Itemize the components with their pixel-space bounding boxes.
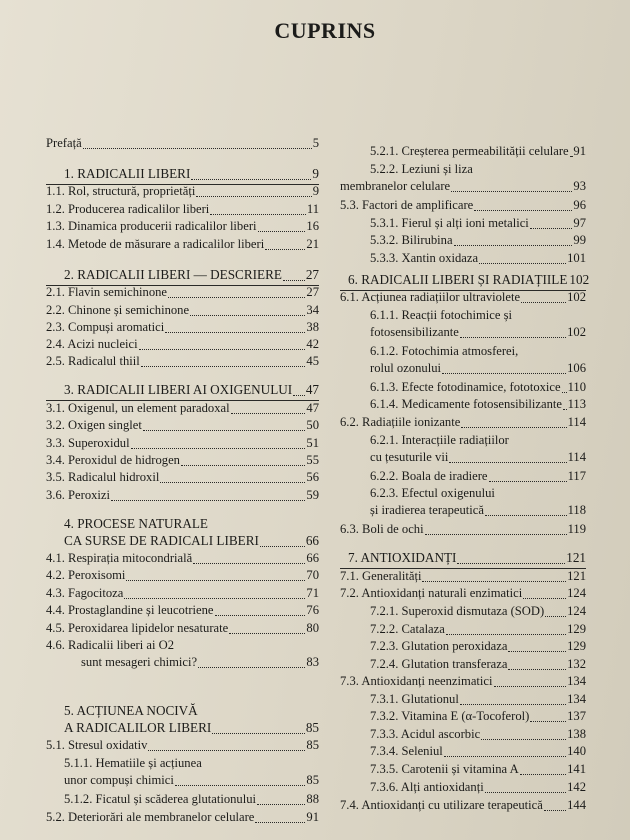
toc-dot-leader xyxy=(215,615,306,616)
toc-page-number: 124 xyxy=(567,604,586,618)
toc-entry xyxy=(340,742,586,760)
toc-entry-title: 3.1. Oxigenul, un element paradoxal xyxy=(46,401,230,415)
toc-page-number: 80 xyxy=(306,621,319,635)
toc-dot-leader xyxy=(451,191,572,192)
toc-chapter-heading xyxy=(46,165,319,183)
toc-entry xyxy=(340,395,586,413)
toc-entry-title: 7.2.2. Catalaza xyxy=(370,622,445,636)
toc-entry xyxy=(46,619,319,637)
toc-dot-leader xyxy=(562,392,567,393)
toc-entry-title: 7.4. Antioxidanți cu utilizare terapeutică xyxy=(340,798,543,812)
toc-page-number: 134 xyxy=(567,674,586,688)
toc-dot-leader xyxy=(141,366,306,367)
toc-dot-leader xyxy=(83,148,312,149)
toc-entry-title: 6.1. Acțiunea radiațiilor ultraviolete xyxy=(340,290,521,304)
toc-dot-leader xyxy=(111,500,305,501)
toc-entry-title: 1.2. Producerea radicalilor liberi xyxy=(46,202,210,216)
toc-dot-leader xyxy=(521,302,566,303)
toc-chapter-heading xyxy=(340,549,586,567)
toc-entry xyxy=(46,182,319,200)
toc-entry-title: membranelor celulare xyxy=(340,179,451,193)
toc-page-number: 66 xyxy=(306,551,319,565)
toc-page-number: 119 xyxy=(567,522,586,536)
toc-entry-title: 7. ANTIOXIDANȚI xyxy=(348,550,457,565)
toc-entry-line: 6.2.3. Efectul oxigenului xyxy=(370,486,495,500)
toc-entry-title: 3.5. Radicalul hidroxil xyxy=(46,470,160,484)
toc-chapter-heading xyxy=(46,719,319,737)
toc-entry xyxy=(340,142,586,160)
toc-entry-title: 2.2. Chinone și semichinone xyxy=(46,303,190,317)
toc-entry-title: unor compuși chimici xyxy=(64,773,174,787)
toc-entry-title: 6.2.2. Boala de iradiere xyxy=(370,469,488,483)
toc-page-number: 106 xyxy=(567,361,586,375)
toc-page-number: 110 xyxy=(567,380,586,394)
toc-dot-leader xyxy=(454,245,573,246)
toc-page-number: 142 xyxy=(567,780,586,794)
toc-dot-leader xyxy=(425,534,567,535)
toc-entry-title: 1.4. Metode de măsurare a radicalilor liberi xyxy=(46,237,265,251)
toc-page-number: 66 xyxy=(305,533,319,548)
toc-entry xyxy=(340,323,586,341)
toc-dot-leader xyxy=(210,214,306,215)
toc-dot-leader xyxy=(444,756,566,757)
toc-page-number: 56 xyxy=(306,470,319,484)
toc-chapter-heading xyxy=(340,271,590,289)
toc-page-number: 71 xyxy=(306,586,319,600)
toc-dot-leader xyxy=(148,750,305,751)
toc-entry-title: rolul ozonului xyxy=(370,361,442,375)
toc-dot-leader xyxy=(168,297,305,298)
toc-dot-leader xyxy=(124,598,305,599)
toc-page-number: 121 xyxy=(567,569,586,583)
toc-dot-leader xyxy=(530,721,566,722)
toc-dot-leader xyxy=(489,481,567,482)
toc-dot-leader xyxy=(258,231,306,232)
toc-dot-leader xyxy=(283,280,305,281)
toc-entry xyxy=(340,690,586,708)
toc-page-number: 138 xyxy=(567,727,586,741)
toc-entry-title: 5.3.1. Fierul și alți ioni metalici xyxy=(370,216,529,230)
toc-dot-leader xyxy=(175,785,306,786)
toc-entry-title: 5.2. Deteriorări ale membranelor celulare xyxy=(46,810,255,824)
toc-dot-leader xyxy=(257,804,305,805)
toc-entry-title: 5.3.2. Bilirubina xyxy=(370,233,453,247)
toc-entry xyxy=(340,778,586,796)
toc-entry xyxy=(340,448,586,466)
toc-entry xyxy=(46,584,319,602)
toc-dot-leader xyxy=(190,315,305,316)
toc-entry-title: 2.4. Acizi nucleici xyxy=(46,337,138,351)
toc-dot-leader xyxy=(442,373,566,374)
toc-entry-line: 4.6. Radicalii liberi ai O2 xyxy=(46,638,175,652)
toc-entry-title: A RADICALILOR LIBERI xyxy=(64,720,212,735)
toc-entry xyxy=(340,231,586,249)
toc-page-number: 47 xyxy=(306,401,319,415)
toc-dot-leader xyxy=(193,563,305,564)
toc-entry-title: 1.3. Dinamica producerii radicalilor liberi xyxy=(46,219,257,233)
toc-entry xyxy=(46,200,319,218)
toc-entry-line: 4. PROCESE NATURALE xyxy=(64,516,208,531)
toc-dot-leader xyxy=(461,427,566,428)
toc-dot-leader xyxy=(457,563,565,564)
toc-entry xyxy=(340,467,586,485)
toc-dot-leader xyxy=(449,462,566,463)
toc-entry xyxy=(340,501,586,519)
toc-dot-leader xyxy=(196,196,311,197)
toc-entry xyxy=(46,601,319,619)
toc-dot-leader xyxy=(523,598,566,599)
toc-entry-title: 4.1. Respirația mitocondrială xyxy=(46,551,193,565)
toc-page-number: 27 xyxy=(305,267,319,282)
toc-entry-title: 7.3.3. Acidul ascorbic xyxy=(370,727,481,741)
toc-page-number: 85 xyxy=(305,720,319,735)
toc-page-number: 11 xyxy=(306,202,319,216)
toc-entry-title: 1.1. Rol, structură, proprietăți xyxy=(46,184,196,198)
toc-entry-title: 5.3.3. Xantin oxidaza xyxy=(370,251,479,265)
toc-entry xyxy=(340,760,586,778)
toc-entry-title: 7.3.4. Seleniul xyxy=(370,744,443,758)
toc-page-number: 51 xyxy=(306,436,319,450)
toc-entry xyxy=(46,808,319,826)
toc-dot-leader xyxy=(485,515,567,516)
toc-page-number: 38 xyxy=(306,320,319,334)
toc-entry-title: 6.1.3. Efecte fotodinamice, fototoxice xyxy=(370,380,561,394)
toc-entry-title: 7.2.3. Glutation peroxidaza xyxy=(370,639,508,653)
toc-entry xyxy=(46,352,319,370)
toc-page-number: 55 xyxy=(306,453,319,467)
toc-page-number: 118 xyxy=(567,503,586,517)
toc-entry xyxy=(340,725,586,743)
toc-page-number: 9 xyxy=(312,166,319,181)
toc-dot-leader xyxy=(181,465,305,466)
toc-dot-leader xyxy=(479,263,566,264)
toc-page-number: 113 xyxy=(567,397,586,411)
toc-dot-leader xyxy=(143,430,306,431)
toc-entry-line: 6.2.1. Interacțiile radiațiilor xyxy=(370,433,509,447)
toc-entry xyxy=(340,796,586,814)
toc-entry xyxy=(340,196,586,214)
toc-entry-line: 6.1.1. Reacții fotochimice și xyxy=(370,308,512,322)
toc-entry xyxy=(340,620,586,638)
toc-entry-title: 7.3.6. Alți antioxidanți xyxy=(370,780,484,794)
toc-entry xyxy=(340,413,586,431)
toc-dot-leader xyxy=(563,409,567,410)
toc-entry-title: 6. RADICALII LIBERI ȘI RADIAȚIILE xyxy=(348,272,568,287)
toc-entry-title: 7.3.5. Carotenii și vitamina A xyxy=(370,762,519,776)
toc-entry xyxy=(340,602,586,620)
toc-chapter-heading xyxy=(46,266,319,284)
toc-entry-title: 7.3. Antioxidanți neenzimatici xyxy=(340,674,493,688)
toc-entry xyxy=(340,378,586,396)
toc-entry-title: 5.1.2. Ficatul și scăderea glutationului xyxy=(64,792,257,806)
toc-dot-leader xyxy=(544,810,566,811)
toc-dot-leader xyxy=(191,179,311,180)
toc-entry-title: 2.5. Radicalul thiil xyxy=(46,354,140,368)
toc-dot-leader xyxy=(494,686,567,687)
toc-page-number: 76 xyxy=(306,603,319,617)
toc-page-number: 42 xyxy=(306,337,319,351)
toc-entry xyxy=(46,217,319,235)
toc-entry-title: 7.3.2. Vitamina E (α-Tocoferol) xyxy=(370,709,530,723)
toc-page-number: 121 xyxy=(566,550,586,565)
toc-page-number: 16 xyxy=(306,219,319,233)
toc-dot-leader xyxy=(446,634,566,635)
toc-chapter-heading xyxy=(46,532,319,550)
toc-page-number: 134 xyxy=(567,692,586,706)
toc-entry-title: 5.2.1. Creșterea permeabilității celulare xyxy=(370,144,569,158)
toc-dot-leader xyxy=(508,669,566,670)
toc-entry-title: CA SURSE DE RADICALI LIBERI xyxy=(64,533,259,548)
toc-entry xyxy=(46,434,319,452)
page-title: CUPRINS xyxy=(274,18,376,43)
toc-entry-title: 4.2. Peroxisomi xyxy=(46,568,126,582)
toc-page-number: 9 xyxy=(312,184,319,198)
toc-entry xyxy=(46,451,319,469)
toc-entry-title: fotosensibilizante xyxy=(370,325,459,339)
toc-page-number: 59 xyxy=(306,488,319,502)
toc-page-number: 117 xyxy=(567,469,586,483)
toc-page-number: 91 xyxy=(573,144,586,158)
toc-entry-line: 5.2.2. Leziuni și liza xyxy=(370,162,473,176)
toc-page-number: 129 xyxy=(567,622,586,636)
toc-entry xyxy=(340,520,586,538)
toc-entry-title: 2. RADICALII LIBERI — DESCRIERE xyxy=(64,267,282,282)
toc-page-number: 140 xyxy=(567,744,586,758)
toc-entry-title: 6.1.4. Medicamente fotosensibilizante xyxy=(370,397,562,411)
toc-dot-leader xyxy=(126,580,305,581)
toc-entry-title: 6.3. Boli de ochi xyxy=(340,522,424,536)
toc-entry-title: 1. RADICALII LIBERI xyxy=(64,166,191,181)
toc-page-number: 101 xyxy=(567,251,586,265)
toc-page-number: 137 xyxy=(567,709,586,723)
toc-entry xyxy=(46,301,319,319)
toc-entry-title: 5.3. Factori de amplificare xyxy=(340,198,474,212)
toc-entry-line: 5. ACȚIUNEA NOCIVĂ xyxy=(64,703,198,718)
toc-page-number: 102 xyxy=(569,272,590,287)
toc-entry-title: 2.3. Compuși aromatici xyxy=(46,320,165,334)
toc-page-number: 21 xyxy=(306,237,319,251)
toc-dot-leader xyxy=(260,546,305,547)
toc-entry-title: 7.2.4. Glutation transferaza xyxy=(370,657,508,671)
toc-entry-title: Prefață xyxy=(46,136,82,150)
toc-dot-leader xyxy=(570,156,573,157)
toc-entry-title: 3.3. Superoxidul xyxy=(46,436,130,450)
toc-page-number: 144 xyxy=(567,798,586,812)
toc-entry xyxy=(46,335,319,353)
toc-page-number: 102 xyxy=(567,290,586,304)
toc-page-number: 45 xyxy=(306,354,319,368)
toc-page-number: 141 xyxy=(567,762,586,776)
toc-dot-leader xyxy=(255,822,305,823)
toc-dot-leader xyxy=(460,704,566,705)
toc-entry-title: 3.2. Oxigen singlet xyxy=(46,418,142,432)
toc-dot-leader xyxy=(212,733,305,734)
toc-page-number: 85 xyxy=(306,738,319,752)
toc-entry xyxy=(46,771,319,789)
toc-entry-title: 3. RADICALII LIBERI AI OXIGENULUI xyxy=(64,382,293,397)
toc-page-number: 47 xyxy=(305,382,319,397)
toc-page-number: 132 xyxy=(567,657,586,671)
toc-entry-title: 4.4. Prostaglandine și leucotriene xyxy=(46,603,214,617)
toc-page-number: 27 xyxy=(306,285,319,299)
toc-entry-title: 5.1. Stresul oxidativ xyxy=(46,738,148,752)
toc-dot-leader xyxy=(139,349,306,350)
toc-dot-leader xyxy=(160,482,305,483)
toc-entry xyxy=(46,790,319,808)
toc-page-number: 129 xyxy=(567,639,586,653)
toc-dot-leader xyxy=(198,667,305,668)
toc-entry xyxy=(340,359,586,377)
toc-entry xyxy=(46,549,319,567)
toc-page-number: 91 xyxy=(306,810,319,824)
toc-dot-leader xyxy=(485,792,566,793)
toc-entry xyxy=(46,468,319,486)
toc-dot-leader xyxy=(530,228,573,229)
toc-entry xyxy=(340,637,586,655)
toc-entry-title: 3.4. Peroxidul de hidrogen xyxy=(46,453,180,467)
toc-page-number: 34 xyxy=(306,303,319,317)
toc-entry xyxy=(340,655,586,673)
toc-entry xyxy=(340,567,586,585)
toc-entry xyxy=(46,486,319,504)
toc-dot-leader xyxy=(422,581,566,582)
toc-entry-line: 6.1.2. Fotochimia atmosferei, xyxy=(370,344,519,358)
toc-entry-title: 7.2. Antioxidanți naturali enzimatici xyxy=(340,586,523,600)
toc-page-number: 102 xyxy=(567,325,586,339)
toc-dot-leader xyxy=(265,249,305,250)
toc-entry-title: cu țesuturile vii xyxy=(370,450,449,464)
toc-dot-leader xyxy=(131,448,306,449)
toc-page-number: 114 xyxy=(567,450,586,464)
toc-page-number: 50 xyxy=(306,418,319,432)
toc-page-number: 124 xyxy=(567,586,586,600)
toc-dot-leader xyxy=(481,739,566,740)
toc-dot-leader xyxy=(293,395,305,396)
toc-entry xyxy=(340,584,586,602)
toc-entry xyxy=(46,318,319,336)
toc-entry xyxy=(340,177,586,195)
toc-entry xyxy=(340,214,586,232)
toc-entry xyxy=(340,249,586,267)
toc-entry-title: și iradierea terapeutică xyxy=(370,503,484,517)
toc-entry-title: 4.3. Fagocitoza xyxy=(46,586,124,600)
toc-entry xyxy=(46,235,319,253)
toc-entry-title: 3.6. Peroxizi xyxy=(46,488,111,502)
toc-page-number: 88 xyxy=(306,792,319,806)
toc-entry xyxy=(46,283,319,301)
toc-dot-leader xyxy=(545,616,566,617)
toc-dot-leader xyxy=(231,413,306,414)
toc-entry-title: 2.1. Flavin semichinone xyxy=(46,285,168,299)
toc-entry-title: 7.1. Generalități xyxy=(340,569,422,583)
toc-entry xyxy=(46,566,319,584)
toc-dot-leader xyxy=(165,332,305,333)
toc-entry xyxy=(340,288,586,306)
toc-entry-line: 5.1.1. Hematiile și acțiunea xyxy=(64,756,202,770)
toc-dot-leader xyxy=(520,774,566,775)
toc-dot-leader xyxy=(508,651,566,652)
toc-entry xyxy=(46,399,319,417)
toc-entry xyxy=(46,134,319,152)
toc-entry-title: 6.2. Radiațiile ionizante xyxy=(340,415,461,429)
toc-page-number: 96 xyxy=(573,198,586,212)
toc-entry xyxy=(46,416,319,434)
toc-page-number: 97 xyxy=(573,216,586,230)
toc-page-number: 114 xyxy=(567,415,586,429)
toc-page-number: 70 xyxy=(306,568,319,582)
toc-dot-leader xyxy=(460,337,566,338)
toc-entry xyxy=(46,736,319,754)
toc-dot-leader xyxy=(474,210,572,211)
toc-chapter-heading xyxy=(46,381,319,399)
toc-entry-title: 4.5. Peroxidarea lipidelor nesaturate xyxy=(46,621,229,635)
toc-page-number: 99 xyxy=(573,233,586,247)
toc-entry xyxy=(46,653,319,671)
toc-entry-title: sunt mesageri chimici? xyxy=(81,655,198,669)
toc-dot-leader xyxy=(229,633,305,634)
toc-entry-title: 7.2.1. Superoxid dismutaza (SOD) xyxy=(370,604,545,618)
toc-page-number: 85 xyxy=(306,773,319,787)
toc-entry xyxy=(340,707,586,725)
toc-page-number: 5 xyxy=(312,136,319,150)
toc-entry-title: 7.3.1. Glutationul xyxy=(370,692,459,706)
toc-entry xyxy=(340,672,586,690)
toc-page-number: 93 xyxy=(573,179,586,193)
toc-page-number: 83 xyxy=(306,655,319,669)
